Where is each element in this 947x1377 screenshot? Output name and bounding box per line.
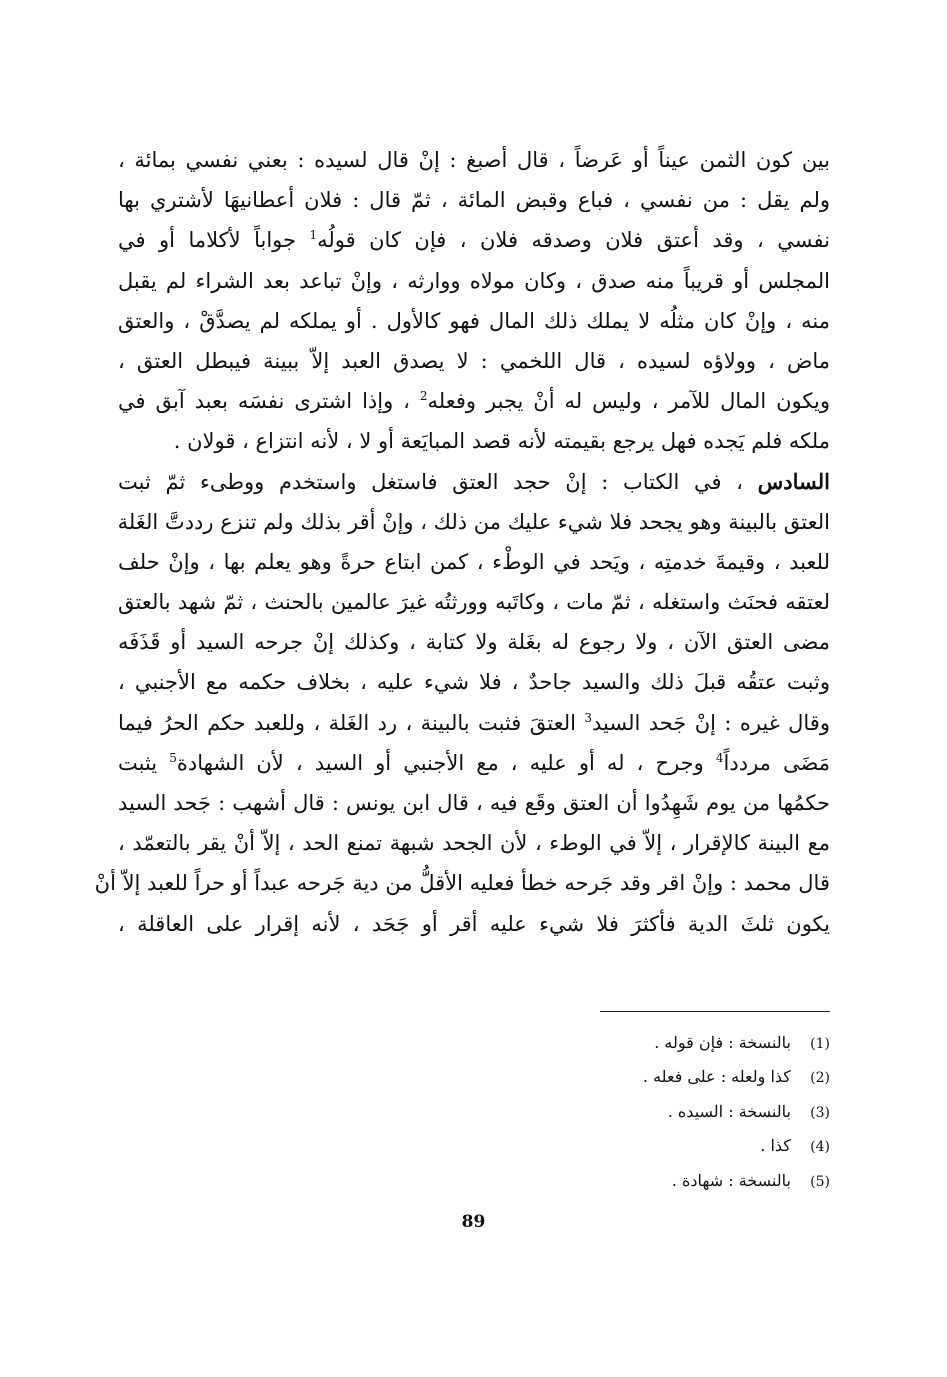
text-line-1: بين كون الثمن عيناً أو عَرضاً ، قال أصبغ : إنْ قال لسيده : بعني نفسي بمائة ، bbox=[118, 148, 830, 172]
text-line-6: ماض ، وولاؤه لسيده ، قال اللخمي : لا يصدق العبد إلاّ ببينة فيبطل العتق ، bbox=[118, 348, 830, 373]
footnote-3 bbox=[500, 1096, 830, 1130]
footnote-text: بالنسخة : شهادة . bbox=[671, 1170, 791, 1190]
footnote-4 bbox=[500, 1130, 830, 1164]
footnote-ref-3: 3 bbox=[584, 710, 592, 725]
footnote-5 bbox=[500, 1165, 830, 1199]
footnote-ref-4: 4 bbox=[715, 750, 724, 765]
footnote-text: كذا . bbox=[760, 1136, 791, 1156]
footnote-text: كذا ولعله : على فعله . bbox=[642, 1067, 791, 1087]
footnote-number: (5) bbox=[810, 1173, 830, 1190]
footnote-1 bbox=[500, 1027, 830, 1061]
text-line-4: المجلس أو قريباً منه صدق ، وكان مولاه ووارثه ، وإنْ تباعد بعد الشراء لم يقبل bbox=[118, 268, 830, 293]
footnote-ref-5: 5 bbox=[169, 750, 177, 765]
text-line-11: للعبد ، وقيمةَ خدمتِه ، ويَحد في الوطْء ، كمن ابتاع حرةً وهو يعلم بها ، وإنْ حلف bbox=[118, 549, 830, 574]
footnote-number: (2) bbox=[810, 1070, 830, 1087]
text-line-9: السادس ، في الكتاب : إنْ حجد العتق فاستغل واستخدم ووطىء ثمّ ثبت bbox=[118, 468, 830, 494]
footnote-number: (4) bbox=[810, 1139, 830, 1156]
main-text bbox=[94, 140, 830, 944]
footnote-ref-1: 1 bbox=[309, 228, 318, 243]
text-line-7: ويكون المال للآمر ، وليس له أنْ يجبر وفعله$^2$ ، وإذا اشترى نفسَه بعبد آبق في bbox=[118, 389, 830, 414]
text-line-5: منه ، وإنْ كان مثلُه لا يملك ذلك المال فهو كالأول . أو يملكه لم يصدَّقْ ، والعتق bbox=[118, 308, 830, 333]
text-line-18: مع البينة كالإقرار ، إلاّ في الوطء ، لأن الجحد شبهة تمنع الحد ، إلاّ أنْ يقر بالتعمّد ، bbox=[118, 831, 830, 856]
text-line-14: وثبت عتقُه قبلَ ذلك والسيد جاحدٌ ، فلا شيء عليه ، بخلاف حكمه مع الأجنبي ، bbox=[118, 670, 830, 695]
text-line-16: مَضَى مردداً$^4$ وجرح ، له أو عليه ، مع الأجنبي أو السيد ، لأن الشهادة$^5$ يثبت bbox=[118, 750, 830, 775]
text-line-19: قال محمد : وإنْ اقر وقد جَرحه خطأ فعليه الأقلُّ من دية جَرحه عبداً أو حراً للعبد إلاّ أنْ bbox=[94, 871, 830, 896]
footnote-number: (1) bbox=[810, 1036, 830, 1052]
text-line-17: حكمُها من يوم شَهِدُوا أن العتق وقَع فيه ، قال ابن يونس : قال أشهب : جَحد السيد bbox=[118, 791, 830, 815]
text-line-13: مضى العتق الآن ، ولا رجوع له بغَلة ولا كتابة ، وكذلك إنْ جرحه السيد أو قَذَفَه bbox=[118, 630, 830, 655]
text-line-10: العتق بالبينة وهو يجحد فلا شيء عليك من ذلك ، وإنْ أقر بذلك ولم تنزع رددتَّ الغَلة bbox=[117, 509, 830, 534]
footnote-ref-2: 2 bbox=[419, 389, 428, 404]
footnote-text: بالنسخة : السيده . bbox=[667, 1101, 791, 1121]
text-line-3: نفسي ، وقد أعتق فلان وصدقه فلان ، فإن كان قولُه$^1$ جواباً لأكلاما أو في bbox=[118, 228, 830, 253]
footnote-number: (3) bbox=[810, 1104, 830, 1121]
text-line-12: لعتقه فحنَث واستغله ، ثمّ مات ، وكاتَبه وورثتُه غيرَ عالمين بالحنث ، ثمّ شهد بالعتق bbox=[118, 590, 830, 615]
footnote-2 bbox=[500, 1061, 830, 1095]
text-line-15: وقال غيره : إنْ جَحد السيد$^3$ العتقَ فثبت بالبينة ، رد الغَلة ، وللعبد حكم الحرُ فيما bbox=[118, 710, 830, 735]
text-line-2: ولم يقل : من نفسي ، فباع وقبض المائة ، ثمّ قال : فلان أعطانيهَا لأشتري بها bbox=[118, 188, 830, 213]
text-line-20: يكون ثلثَ الدية فأكثرَ فلا شيء عليه أقر أو جَحَد ، لأنه إقرار على العاقلة ، bbox=[118, 911, 830, 936]
text-line-8: ملكه فلم يَجده فهل يرجع بقيمته لأنه قصد المبايَعة أو لا ، لأنه انتزاع ، قولان . bbox=[173, 429, 830, 454]
page-number: 89 bbox=[461, 1212, 486, 1232]
footnote-divider bbox=[600, 1011, 830, 1012]
footnote-text: بالنسخة : فإن قوله . bbox=[654, 1033, 791, 1052]
footnotes bbox=[500, 1027, 830, 1199]
section-heading: السادس bbox=[757, 468, 830, 494]
